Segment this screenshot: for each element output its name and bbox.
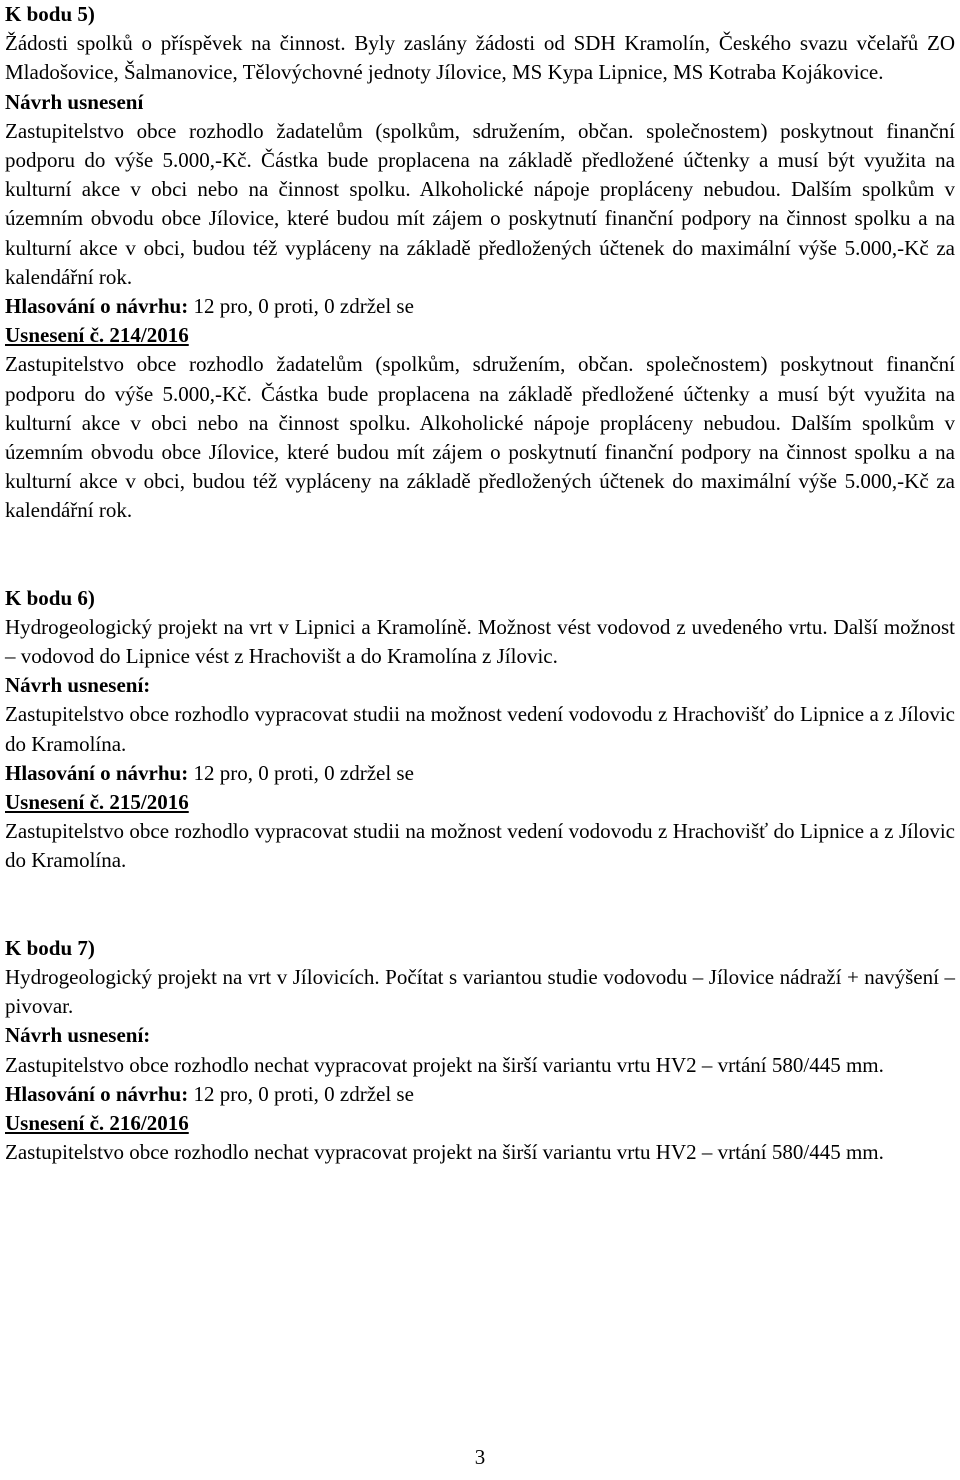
proposal-text: Zastupitelstvo obce rozhodlo žadatelům (spolkům, sdružením, občan. společnostem) poskytnout finanční podporu do výše 5.000,-Kč. Částka bude proplacena na základě předložené účtenky a musí být využita na kulturní akce v obci nebo na činnost spolku. Alkoholické nápoje propláceny nebudou. Dalším spolkům v územním obvodu obce Jílovice, které budou mít zájem o poskytnutí finanční podpory na činnost spolku a na kulturní akce v obci, budou též vypláceny na základě předložených účtenek do maximální výše 5.000,-Kč za kalendářní rok.	[5, 118, 955, 289]
section-intro: Hydrogeologický projekt na vrt v Lipnici a Kramolíně. Možnost vést vodovod z uvedeného vrtu. Další možnost – vodovod do Lipnice vést z Hrachovišt a do Kramolína z Jílovic.	[5, 614, 955, 669]
resolution-text: Zastupitelstvo obce rozhodlo vypracovat studii na možnost vedení vodovodu z Hrachovišť do Lipnice a z Jílovic do Kramolína.	[5, 819, 955, 873]
vote-line	[5, 759, 955, 788]
section-spacer	[5, 526, 955, 584]
page-number: 3	[474, 1445, 486, 1469]
section-intro: Žádosti spolků o příspěvek na činnost. Byly zaslány žádosti od SDH Kramolín, Českého svazu včelařů ZO Mladošovice, Šalmanovice, Tělovýchovné jednoty Jílovice, MS Kypa Lipnice, MS Kotraba Kojákovice.	[5, 31, 955, 85]
proposal-text: Zastupitelstvo obce rozhodlo nechat vypracovat projekt na širší variantu vrtu HV2 – vrtání 580/445 mm.	[5, 1052, 884, 1077]
section-heading: K bodu 5)	[5, 2, 95, 26]
vote-line	[5, 292, 955, 321]
resolution-text: Zastupitelstvo obce rozhodlo žadatelům (spolkům, sdružením, občan. společnostem) poskytnout finanční podporu do výše 5.000,-Kč. Částka bude proplacena na základě předložené účtenky a musí být využita na kulturní akce v obci nebo na činnost spolku. Alkoholické nápoje propláceny nebudou. Dalším spolkům v územním obvodu obce Jílovice, které budou mít zájem o poskytnutí finanční podpory na činnost spolku a na kulturní akce v obci, budou též vypláceny na základě předložených účtenek do maximální výše 5.000,-Kč za kalendářní rok.	[5, 352, 955, 523]
vote-result: 12 pro, 0 proti, 0 zdržel se	[193, 294, 414, 319]
proposal-text: Zastupitelstvo obce rozhodlo vypracovat studii na možnost vedení vodovodu z Hrachovišť do Lipnice a z Jílovic do Kramolína.	[5, 702, 955, 756]
section-heading: K bodu 6)	[5, 585, 95, 610]
section-spacer	[5, 876, 955, 934]
resolution-label: Usnesení č. 215/2016	[5, 790, 189, 815]
proposal-label: Návrh usnesení:	[5, 1023, 151, 1048]
vote-label: Hlasování o návrhu:	[5, 294, 189, 319]
section-heading: K bodu 7)	[5, 935, 95, 960]
document-page	[5, 0, 955, 1167]
resolution-label: Usnesení č. 216/2016	[5, 1110, 189, 1135]
vote-result: 12 pro, 0 proti, 0 zdržel se	[193, 1081, 414, 1106]
resolution-text: Zastupitelstvo obce rozhodlo nechat vypracovat projekt na širší variantu vrtu HV2 – vrtání 580/445 mm.	[5, 1140, 884, 1165]
vote-label: Hlasování o návrhu:	[5, 1081, 189, 1106]
vote-line	[5, 1080, 955, 1109]
resolution-label: Usnesení č. 214/2016	[5, 323, 189, 348]
section-7	[5, 934, 955, 1168]
section-5	[5, 0, 955, 526]
section-intro: Hydrogeologický projekt na vrt v Jílovicích. Počítat s variantou studie vodovodu – Jílovice nádraží + navýšení – pivovar.	[5, 964, 955, 1019]
vote-label: Hlasování o návrhu:	[5, 760, 189, 785]
section-6	[5, 584, 955, 876]
proposal-label: Návrh usnesení:	[5, 673, 151, 698]
proposal-label: Návrh usnesení	[5, 89, 144, 114]
vote-result: 12 pro, 0 proti, 0 zdržel se	[193, 760, 414, 785]
